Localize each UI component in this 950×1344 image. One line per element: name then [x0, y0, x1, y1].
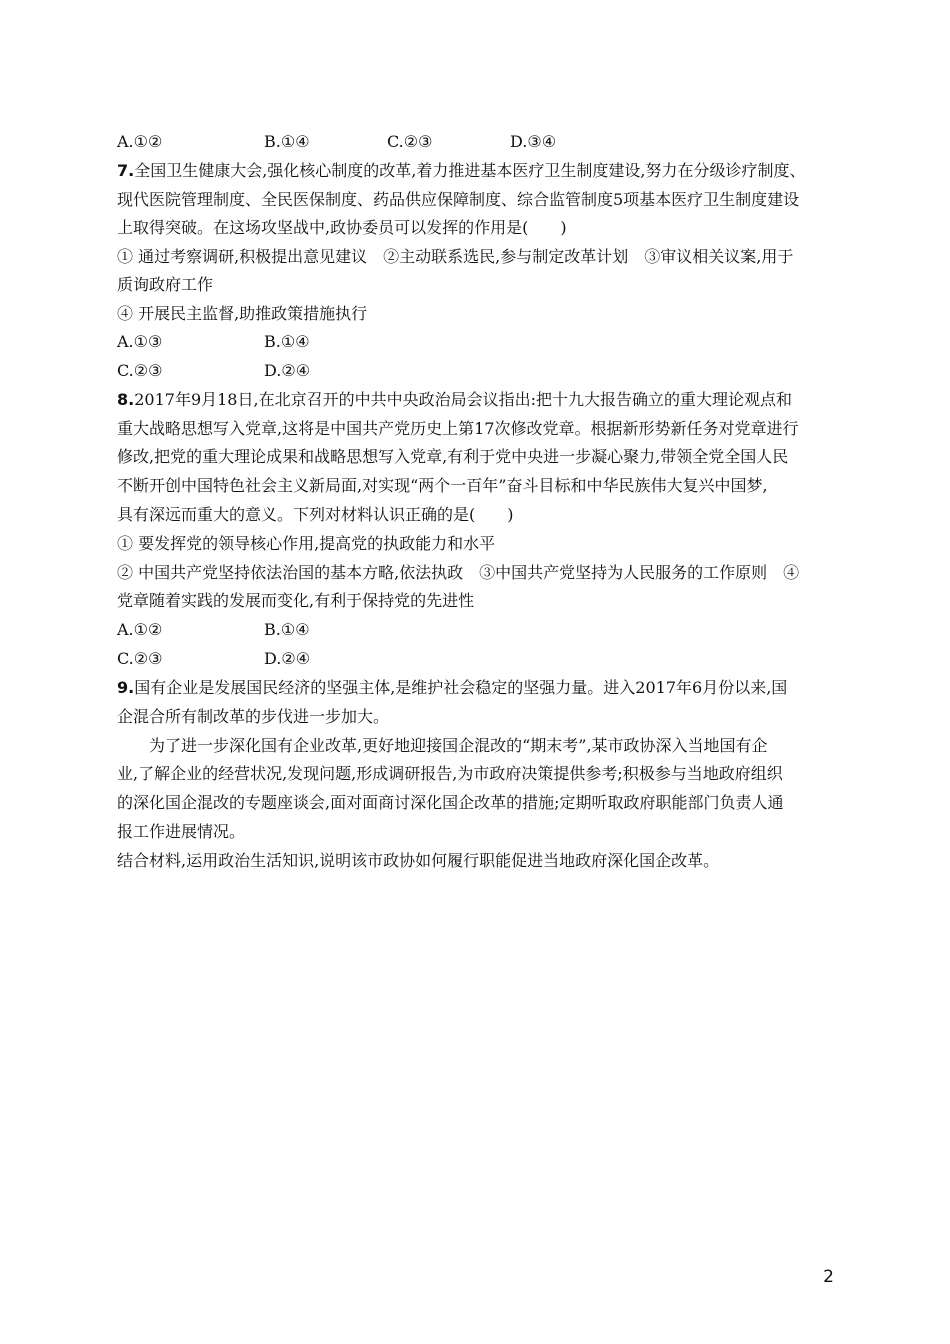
q7-stem-line-3: 上取得突破。在这场攻坚战中,政协委员可以发挥的作用是( ) [117, 218, 567, 237]
q8-option-b: B.①④ [264, 620, 310, 639]
q8-number: 8. [117, 390, 135, 409]
q8-stem-line-5: 具有深远而重大的意义。下列对材料认识正确的是( ) [117, 505, 514, 524]
q9-material-line-3: 的深化国企混改的专题座谈会,面对面商讨深化国企改革的措施;定期听取政府职能部门负责人通 [117, 793, 784, 812]
q7-option-b: B.①④ [264, 332, 310, 351]
q6-option-c: C.②③ [387, 132, 433, 151]
q9-question: 结合材料,运用政治生活知识,说明该市政协如何履行职能促进当地政府深化国企改革。 [117, 851, 720, 870]
q7-stem-line-2: 现代医院管理制度、全民医保制度、药品供应保障制度、综合监管制度5项基本医疗卫生制度建设 [117, 190, 800, 209]
q7-option-a: A.①③ [117, 332, 163, 351]
q7-option-d: D.②④ [264, 361, 311, 380]
q9-stem-line-1: 9.国有企业是发展国民经济的坚强主体,是维护社会稳定的坚强力量。进入2017年6月份以来,国 [117, 678, 788, 697]
q9-number: 9. [117, 678, 135, 697]
q7-statement-line-2: 质询政府工作 [117, 275, 214, 294]
q7-statement-line-3: ④ 开展民主监督,助推政策措施执行 [117, 304, 368, 323]
q8-option-a: A.①② [117, 620, 163, 639]
q8-statement-line-2: ② 中国共产党坚持依法治国的基本方略,依法执政 ③中国共产党坚持为人民服务的工作原则 ④ [117, 563, 800, 582]
q8-statement-line-3: 党章随着实践的发展而变化,有利于保持党的先进性 [117, 591, 475, 610]
q7-statement-line-1: ① 通过考察调研,积极提出意见建议 ②主动联系选民,参与制定改革计划 ③审议相关议案,用于 [117, 247, 794, 266]
q6-option-d: D.③④ [510, 132, 557, 151]
q6-option-a: A.①② [117, 132, 163, 151]
q9-stem-line-2: 企混合所有制改革的步伐进一步加大。 [117, 707, 390, 726]
q9-material-line-4: 报工作进展情况。 [117, 822, 246, 841]
q8-stem-line-4: 不断开创中国特色社会主义新局面,对实现“两个一百年”奋斗目标和中华民族伟大复兴中国梦, [117, 476, 768, 495]
q7-number: 7. [117, 161, 135, 180]
q7-option-c: C.②③ [117, 361, 163, 380]
q9-material-line-2: 业,了解企业的经营状况,发现问题,形成调研报告,为市政府决策提供参考;积极参与当地政府组织 [117, 764, 783, 783]
q8-option-d: D.②④ [264, 649, 311, 668]
q8-stem-line-1: 8.2017年9月18日,在北京召开的中共中央政治局会议指出:把十九大报告确立的重大理论观点和 [117, 390, 792, 409]
q8-option-c: C.②③ [117, 649, 163, 668]
q8-statement-line-1: ① 要发挥党的领导核心作用,提高党的执政能力和水平 [117, 534, 496, 553]
q7-stem-line-1: 7.全国卫生健康大会,强化核心制度的改革,着力推进基本医疗卫生制度建设,努力在分级诊疗制度、 [117, 161, 806, 180]
q8-stem-line-3: 修改,把党的重大理论成果和战略思想写入党章,有利于党中央进一步凝心聚力,带领全党全国人民 [117, 447, 789, 466]
page-number: 2 [823, 1267, 834, 1287]
q8-stem-line-2: 重大战略思想写入党章,这将是中国共产党历史上第17次修改党章。根据新形势新任务对党章进行 [117, 419, 799, 438]
q6-option-b: B.①④ [264, 132, 310, 151]
q9-material-line-1: 为了进一步深化国有企业改革,更好地迎接国企混改的“期末考”,某市政协深入当地国有企 [149, 736, 768, 755]
